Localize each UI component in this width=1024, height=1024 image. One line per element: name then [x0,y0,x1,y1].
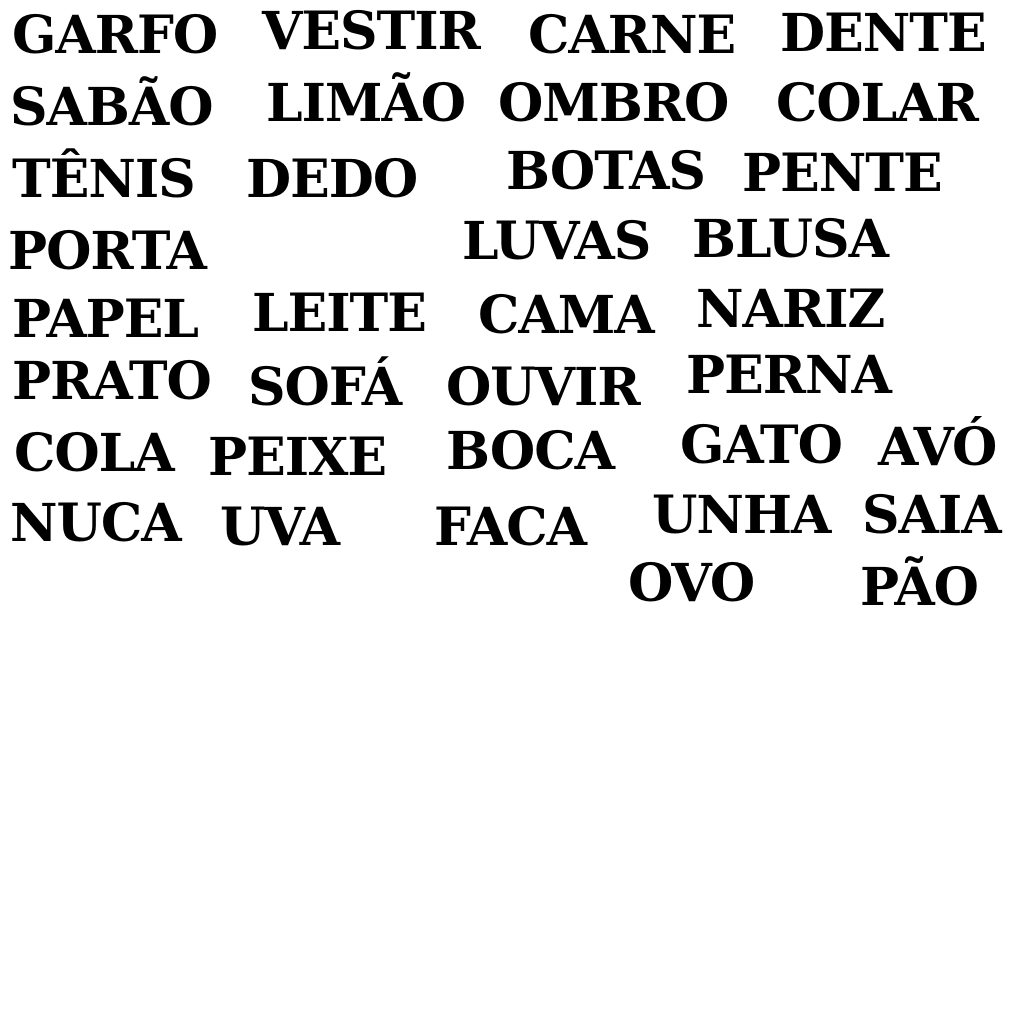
word-garfo: GARFO [12,5,218,66]
word-pao: PÃO [860,557,978,618]
word-cama: CAMA [478,285,654,346]
word-dente: DENTE [780,3,986,64]
word-unha: UNHA [652,485,831,546]
word-nuca: NUCA [10,493,181,554]
word-uva: UVA [220,497,340,558]
word-dedo: DEDO [246,149,418,210]
word-tenis: TÊNIS [12,149,195,210]
word-ombro: OMBRO [498,73,729,134]
word-cola: COLA [14,423,174,484]
word-boca: BOCA [446,421,614,482]
word-ouvir: OUVIR [446,357,640,418]
word-sofa: SOFÁ [248,357,402,418]
word-gato: GATO [680,415,842,476]
word-faca: FACA [434,497,586,558]
word-perna: PERNA [686,345,891,406]
word-papel: PAPEL [12,289,198,350]
word-pente: PENTE [742,143,942,204]
word-vestir: VESTIR [262,1,480,62]
word-peixe: PEIXE [208,427,387,488]
word-saia: SAIA [862,485,1001,546]
word-nariz: NARIZ [696,279,885,340]
word-sabao: SABÃO [10,77,213,138]
word-botas: BOTAS [506,141,705,202]
word-leite: LEITE [252,283,426,344]
word-avo: AVÓ [878,417,997,478]
word-ovo: OVO [628,553,755,614]
word-luvas: LUVAS [462,211,651,272]
word-prato: PRATO [12,351,211,412]
word-porta: PORTA [8,221,206,282]
word-limao: LIMÃO [266,73,466,134]
word-colar: COLAR [776,73,978,134]
word-carne: CARNE [528,5,736,66]
word-blusa: BLUSA [692,209,888,270]
